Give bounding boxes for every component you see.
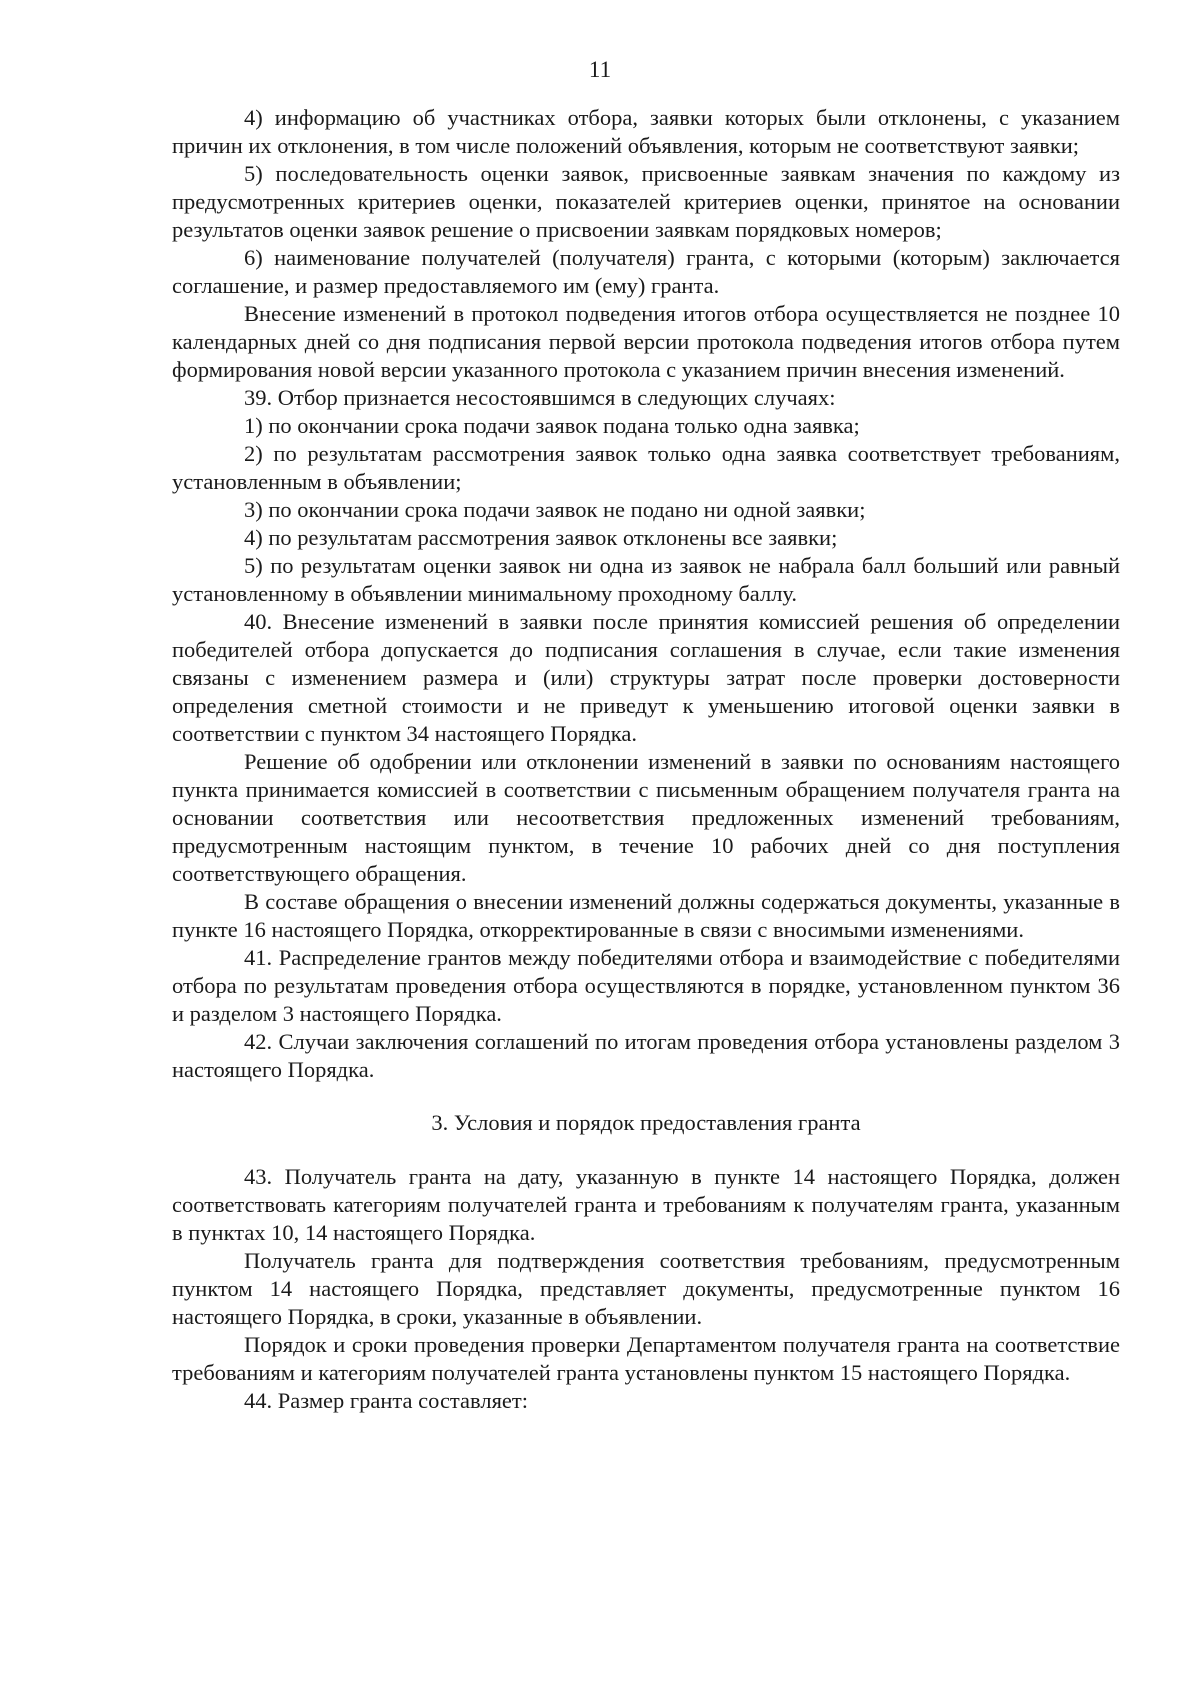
paragraph-item-4-rejected-participants: 4) информацию об участниках отбора, заявки которых были отклонены, с указанием причин их отклонения, в том числе положений объявления, которым не соответствуют заявки; [172,105,1120,158]
paragraph-clause-43-verification: Порядок и сроки проведения проверки Департаментом получателя гранта на соответствие требованиям и категориям получателей гранта установлены пунктом 15 настоящего Порядка. [172,1332,1120,1385]
paragraph-clause-40-documents: В составе обращения о внесении изменений должны содержаться документы, указанные в пункте 16 настоящего Порядка, откорректированные в связи с вносимыми изменениями. [172,889,1120,942]
paragraph-clause-41: 41. Распределение грантов между победителями отбора и взаимодействие с победителями отбора по результатам проведения отбора осуществляются в порядке, установленном пунктом 36 и разделом 3 настоящего Порядка. [172,945,1120,1026]
paragraph-item-5-evaluation-sequence: 5) последовательность оценки заявок, присвоенные заявкам значения по каждому из предусмотренных критериев оценки, показателей критериев оценки, принятое на основании результатов оценки заявок решение о присвоении заявкам порядковых номеров; [172,161,1120,242]
paragraph-clause-40: 40. Внесение изменений в заявки после принятия комиссией решения об определении победителей отбора допускается до подписания соглашения в случае, если такие изменения связаны с изменением размера и (или) структуры затрат после проверки достоверности определения сметной стоимости и не приведут к уменьшению итоговой оценки заявки в соответствии с пунктом 34 настоящего Порядка. [172,609,1120,746]
paragraph-clause-42: 42. Случаи заключения соглашений по итогам проведения отбора установлены разделом 3 настоящего Порядка. [172,1029,1120,1082]
paragraph-clause-44: 44. Размер гранта составляет: [244,1388,528,1413]
paragraph-clause-39: 39. Отбор признается несостоявшимся в следующих случаях: [244,385,836,410]
paragraph-clause-39-item-5: 5) по результатам оценки заявок ни одна из заявок не набрала балл больший или равный установленному в объявлении минимальному проходному баллу. [172,553,1120,606]
paragraph-item-6-grant-recipients: 6) наименование получателей (получателя) гранта, с которыми (которым) заключается соглашение, и размер предоставляемого им (ему) гранта. [172,245,1120,298]
paragraph-clause-43: 43. Получатель гранта на дату, указанную в пункте 14 настоящего Порядка, должен соответствовать категориям получателей гранта и требованиям к получателям гранта, указанным в пунктах 10, 14 настоящего Порядка. [172,1164,1120,1245]
paragraph-clause-43-documents: Получатель гранта для подтверждения соответствия требованиям, предусмотренным пунктом 14 настоящего Порядка, представляет документы, предусмотренные пунктом 16 настоящего Порядка, в сроки, указанные в объявлении. [172,1248,1120,1329]
paragraph-clause-40-decision: Решение об одобрении или отклонении изменений в заявки по основаниям настоящего пункта принимается комиссией в соответствии с письменным обращением получателя гранта на основании соответствия или несоответствия предложенных изменений требованиям, предусмотренным настоящим пунктом, в течение 10 рабочих дней со дня поступления соответствующего обращения. [172,749,1120,886]
paragraph-clause-39-item-4: 4) по результатам рассмотрения заявок отклонены все заявки; [244,525,838,550]
paragraph-protocol-changes: Внесение изменений в протокол подведения итогов отбора осуществляется не позднее 10 календарных дней со дня подписания первой версии протокола подведения итогов отбора путем формирования новой версии указанного протокола с указанием причин внесения изменений. [172,301,1120,382]
section-heading: 3. Условия и порядок предоставления гранта [431,1110,861,1135]
page-number: 11 [588,57,612,82]
paragraph-clause-39-item-2: 2) по результатам рассмотрения заявок только одна заявка соответствует требованиям, установленным в объявлении; [172,441,1120,494]
paragraph-clause-39-item-1: 1) по окончании срока подачи заявок подана только одна заявка; [244,413,860,438]
document-body [172,104,1120,1415]
paragraph-clause-39-item-3: 3) по окончании срока подачи заявок не подано ни одной заявки; [244,497,866,522]
